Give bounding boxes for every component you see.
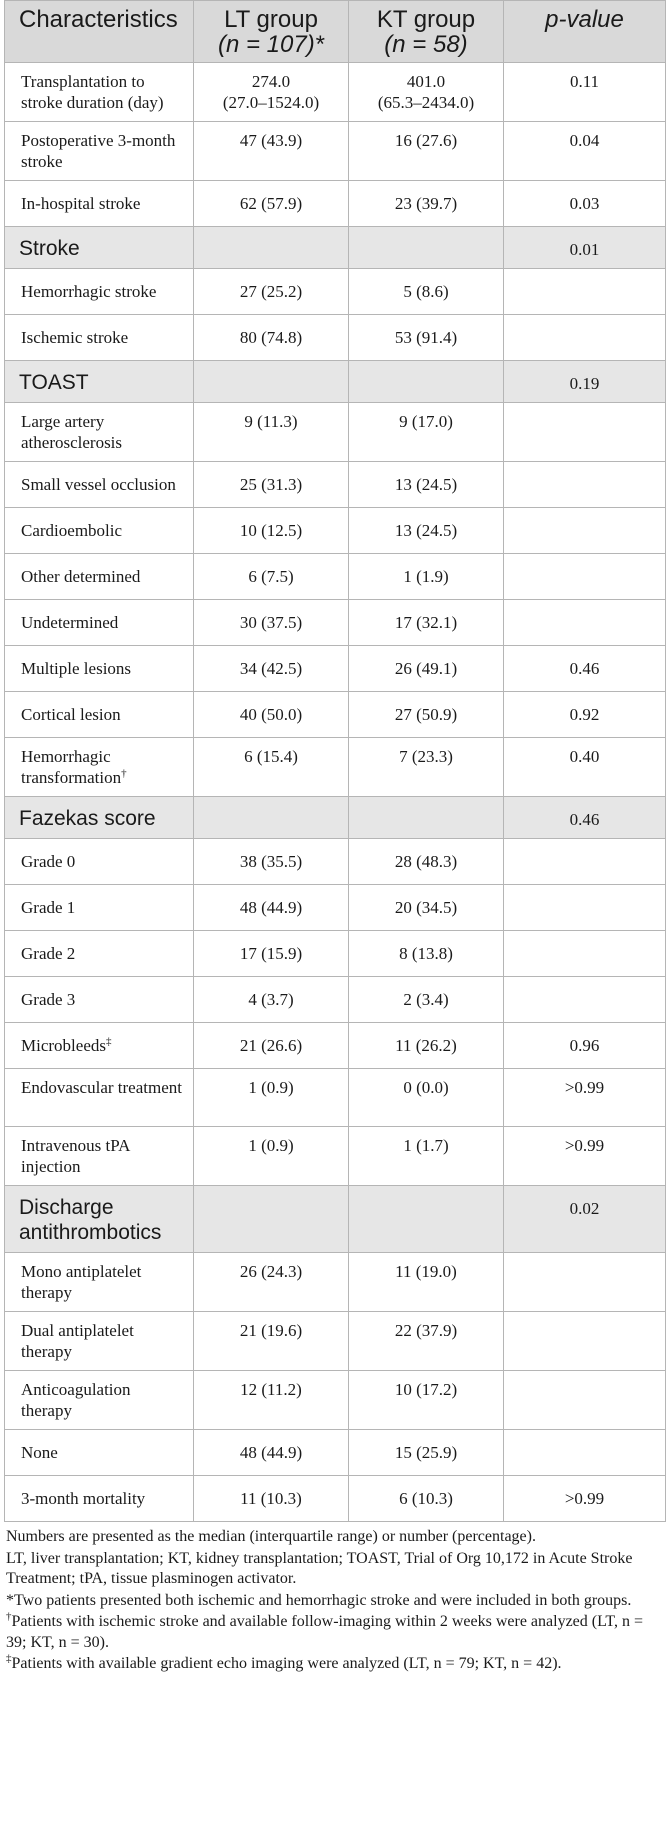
table-row — [5, 839, 666, 885]
table-row — [5, 403, 666, 462]
p-value: 0.46 — [504, 646, 666, 692]
p-value: 0.19 — [504, 361, 666, 403]
footnote-dagger-text: Patients with ischemic stroke and available follow-imaging within 2 weeks were analyzed (LT, n = 39; KT, n = 30). — [6, 1613, 644, 1651]
kt-value: 11 (19.0) — [349, 1253, 504, 1312]
table-row — [5, 692, 666, 738]
lt-value: 12 (11.2) — [194, 1371, 349, 1430]
kt-value: 5 (8.6) — [349, 269, 504, 315]
p-value — [504, 1371, 666, 1430]
table-row — [5, 1371, 666, 1430]
p-value — [504, 269, 666, 315]
kt-value: 27 (50.9) — [349, 692, 504, 738]
row-label: Large artery atherosclerosis — [5, 403, 194, 462]
p-value: 0.11 — [504, 63, 666, 122]
table-row — [5, 462, 666, 508]
kt-value: 1 (1.7) — [349, 1127, 504, 1186]
lt-value: 9 (11.3) — [194, 403, 349, 462]
p-value: >0.99 — [504, 1127, 666, 1186]
lt-value: 6 (7.5) — [194, 554, 349, 600]
lt-value: 21 (26.6) — [194, 1023, 349, 1069]
p-value: >0.99 — [504, 1476, 666, 1522]
p-value — [504, 885, 666, 931]
table-row — [5, 1253, 666, 1312]
characteristics-table — [4, 0, 666, 1522]
table-row — [5, 122, 666, 181]
footnote-double-dagger — [6, 1654, 659, 1675]
p-value — [504, 554, 666, 600]
section-empty — [349, 797, 504, 839]
row-label: Grade 3 — [5, 977, 194, 1023]
kt-value: 1 (1.9) — [349, 554, 504, 600]
kt-value: 13 (24.5) — [349, 508, 504, 554]
lt-median: 274.0 — [251, 72, 291, 91]
dagger-mark: † — [121, 767, 127, 780]
p-value: 0.04 — [504, 122, 666, 181]
p-value — [504, 1312, 666, 1371]
kt-value: 23 (39.7) — [349, 181, 504, 227]
row-label: Postoperative 3-month stroke — [5, 122, 194, 181]
p-value: 0.40 — [504, 738, 666, 797]
header-kt-label: KT group — [376, 6, 476, 33]
p-value — [504, 403, 666, 462]
lt-value: 40 (50.0) — [194, 692, 349, 738]
kt-value: 26 (49.1) — [349, 646, 504, 692]
row-label: Multiple lesions — [5, 646, 194, 692]
row-label: Hemorrhagic stroke — [5, 269, 194, 315]
lt-value: 47 (43.9) — [194, 122, 349, 181]
p-value: 0.03 — [504, 181, 666, 227]
row-label: Ischemic stroke — [5, 315, 194, 361]
lt-value: 11 (10.3) — [194, 1476, 349, 1522]
kt-value: 2 (3.4) — [349, 977, 504, 1023]
row-label: Undetermined — [5, 600, 194, 646]
p-value: 0.01 — [504, 227, 666, 269]
row-label: Grade 1 — [5, 885, 194, 931]
table-container — [4, 0, 665, 1675]
p-value — [504, 600, 666, 646]
section-empty — [194, 227, 349, 269]
footnote-dagger — [6, 1612, 659, 1653]
table-row — [5, 315, 666, 361]
dagger-mark: † — [6, 1610, 12, 1623]
row-label: None — [5, 1430, 194, 1476]
footnote-abbreviations: LT, liver transplantation; KT, kidney transplantation; TOAST, Trial of Org 10,172 in Acute Stroke Treatment; tPA, tissue plasminogen activator. — [6, 1549, 633, 1587]
p-value — [504, 977, 666, 1023]
section-label: Stroke — [5, 227, 194, 269]
table-row — [5, 931, 666, 977]
p-value: 0.46 — [504, 797, 666, 839]
row-label: Intravenous tPA injection — [5, 1127, 194, 1186]
p-value: 0.92 — [504, 692, 666, 738]
table-row — [5, 1069, 666, 1127]
row-label: Small vessel occlusion — [5, 462, 194, 508]
row-label: Other determined — [5, 554, 194, 600]
table-row — [5, 554, 666, 600]
table-footnotes — [4, 1527, 665, 1675]
row-label: Transplantation to stroke duration (day) — [5, 63, 194, 122]
kt-value: 8 (13.8) — [349, 931, 504, 977]
row-label: Mono antiplatelet therapy — [5, 1253, 194, 1312]
table-header-row — [5, 1, 666, 63]
section-empty — [194, 797, 349, 839]
kt-value: 16 (27.6) — [349, 122, 504, 181]
row-label: In-hospital stroke — [5, 181, 194, 227]
row-label: Anticoagulation therapy — [5, 1371, 194, 1430]
lt-value: 17 (15.9) — [194, 931, 349, 977]
section-label: TOAST — [5, 361, 194, 403]
p-value — [504, 1430, 666, 1476]
row-label — [5, 1023, 194, 1069]
section-empty — [349, 1186, 504, 1253]
lt-value: 21 (19.6) — [194, 1312, 349, 1371]
header-p-value-label: p-value — [545, 6, 624, 33]
row-label: Grade 0 — [5, 839, 194, 885]
section-row-stroke — [5, 227, 666, 269]
table-row — [5, 1023, 666, 1069]
p-value — [504, 931, 666, 977]
kt-value: 22 (37.9) — [349, 1312, 504, 1371]
p-value — [504, 839, 666, 885]
lt-value: 26 (24.3) — [194, 1253, 349, 1312]
header-kt-group — [349, 1, 504, 63]
footnote-general: Numbers are presented as the median (interquartile range) or number (percentage). — [6, 1528, 536, 1545]
kt-value: 28 (48.3) — [349, 839, 504, 885]
header-lt-group — [194, 1, 349, 63]
kt-value: 6 (10.3) — [349, 1476, 504, 1522]
p-value — [504, 315, 666, 361]
kt-value: 11 (26.2) — [349, 1023, 504, 1069]
section-label: Discharge antithrombotics — [5, 1186, 194, 1253]
double-dagger-mark: ‡ — [6, 1652, 12, 1665]
row-label-text: Microbleeds — [21, 1036, 106, 1055]
table-row — [5, 885, 666, 931]
header-characteristics: Characteristics — [5, 1, 194, 63]
lt-value: 1 (0.9) — [194, 1127, 349, 1186]
kt-value: 53 (91.4) — [349, 315, 504, 361]
table-row — [5, 977, 666, 1023]
kt-value: 15 (25.9) — [349, 1430, 504, 1476]
lt-value: 38 (35.5) — [194, 839, 349, 885]
table-row — [5, 63, 666, 122]
section-row-antithrombotics — [5, 1186, 666, 1253]
section-empty — [349, 361, 504, 403]
header-kt-n: (n = 58) — [384, 31, 468, 58]
row-label: Cardioembolic — [5, 508, 194, 554]
section-empty — [194, 1186, 349, 1253]
lt-value: 25 (31.3) — [194, 462, 349, 508]
double-dagger-mark: ‡ — [105, 1035, 112, 1048]
row-label-text: Hemorrhagic transformation — [21, 747, 122, 787]
row-label: Grade 2 — [5, 931, 194, 977]
table-row — [5, 1127, 666, 1186]
section-row-toast — [5, 361, 666, 403]
p-value — [504, 1253, 666, 1312]
table-row — [5, 1476, 666, 1522]
lt-value: 30 (37.5) — [194, 600, 349, 646]
row-label: Cortical lesion — [5, 692, 194, 738]
kt-value: 0 (0.0) — [349, 1069, 504, 1127]
table-row — [5, 738, 666, 797]
p-value — [504, 508, 666, 554]
kt-value: 13 (24.5) — [349, 462, 504, 508]
lt-value — [194, 63, 349, 122]
lt-value: 48 (44.9) — [194, 885, 349, 931]
row-label: Dual antiplatelet therapy — [5, 1312, 194, 1371]
lt-iqr: (27.0–1524.0) — [222, 93, 320, 112]
lt-value: 80 (74.8) — [194, 315, 349, 361]
lt-value: 1 (0.9) — [194, 1069, 349, 1127]
row-label: Endovascular treatment — [5, 1069, 194, 1127]
row-label — [5, 738, 194, 797]
kt-value: 17 (32.1) — [349, 600, 504, 646]
section-row-fazekas — [5, 797, 666, 839]
lt-value: 62 (57.9) — [194, 181, 349, 227]
lt-value: 6 (15.4) — [194, 738, 349, 797]
table-row — [5, 508, 666, 554]
lt-value: 48 (44.9) — [194, 1430, 349, 1476]
table-row — [5, 269, 666, 315]
p-value — [504, 462, 666, 508]
lt-value: 34 (42.5) — [194, 646, 349, 692]
kt-value: 7 (23.3) — [349, 738, 504, 797]
table-row — [5, 181, 666, 227]
section-empty — [194, 361, 349, 403]
kt-median: 401.0 — [406, 72, 446, 91]
footnote-asterisk: *Two patients presented both ischemic and hemorrhagic stroke and were included in both groups. — [6, 1591, 632, 1609]
header-p-value — [504, 1, 666, 63]
p-value: 0.02 — [504, 1186, 666, 1253]
kt-value: 9 (17.0) — [349, 403, 504, 462]
table-row — [5, 1430, 666, 1476]
kt-value: 10 (17.2) — [349, 1371, 504, 1430]
lt-value: 10 (12.5) — [194, 508, 349, 554]
p-value: >0.99 — [504, 1069, 666, 1127]
row-label: 3-month mortality — [5, 1476, 194, 1522]
section-label: Fazekas score — [5, 797, 194, 839]
kt-iqr: (65.3–2434.0) — [377, 93, 475, 112]
header-lt-label: LT group — [224, 6, 318, 33]
table-row — [5, 646, 666, 692]
kt-value — [349, 63, 504, 122]
table-row — [5, 600, 666, 646]
lt-value: 27 (25.2) — [194, 269, 349, 315]
header-lt-n: (n = 107)* — [217, 31, 325, 58]
table-row — [5, 1312, 666, 1371]
section-empty — [349, 227, 504, 269]
lt-value: 4 (3.7) — [194, 977, 349, 1023]
kt-value: 20 (34.5) — [349, 885, 504, 931]
p-value: 0.96 — [504, 1023, 666, 1069]
footnote-double-dagger-text: Patients with available gradient echo imaging were analyzed (LT, n = 79; KT, n = 42). — [11, 1655, 562, 1672]
